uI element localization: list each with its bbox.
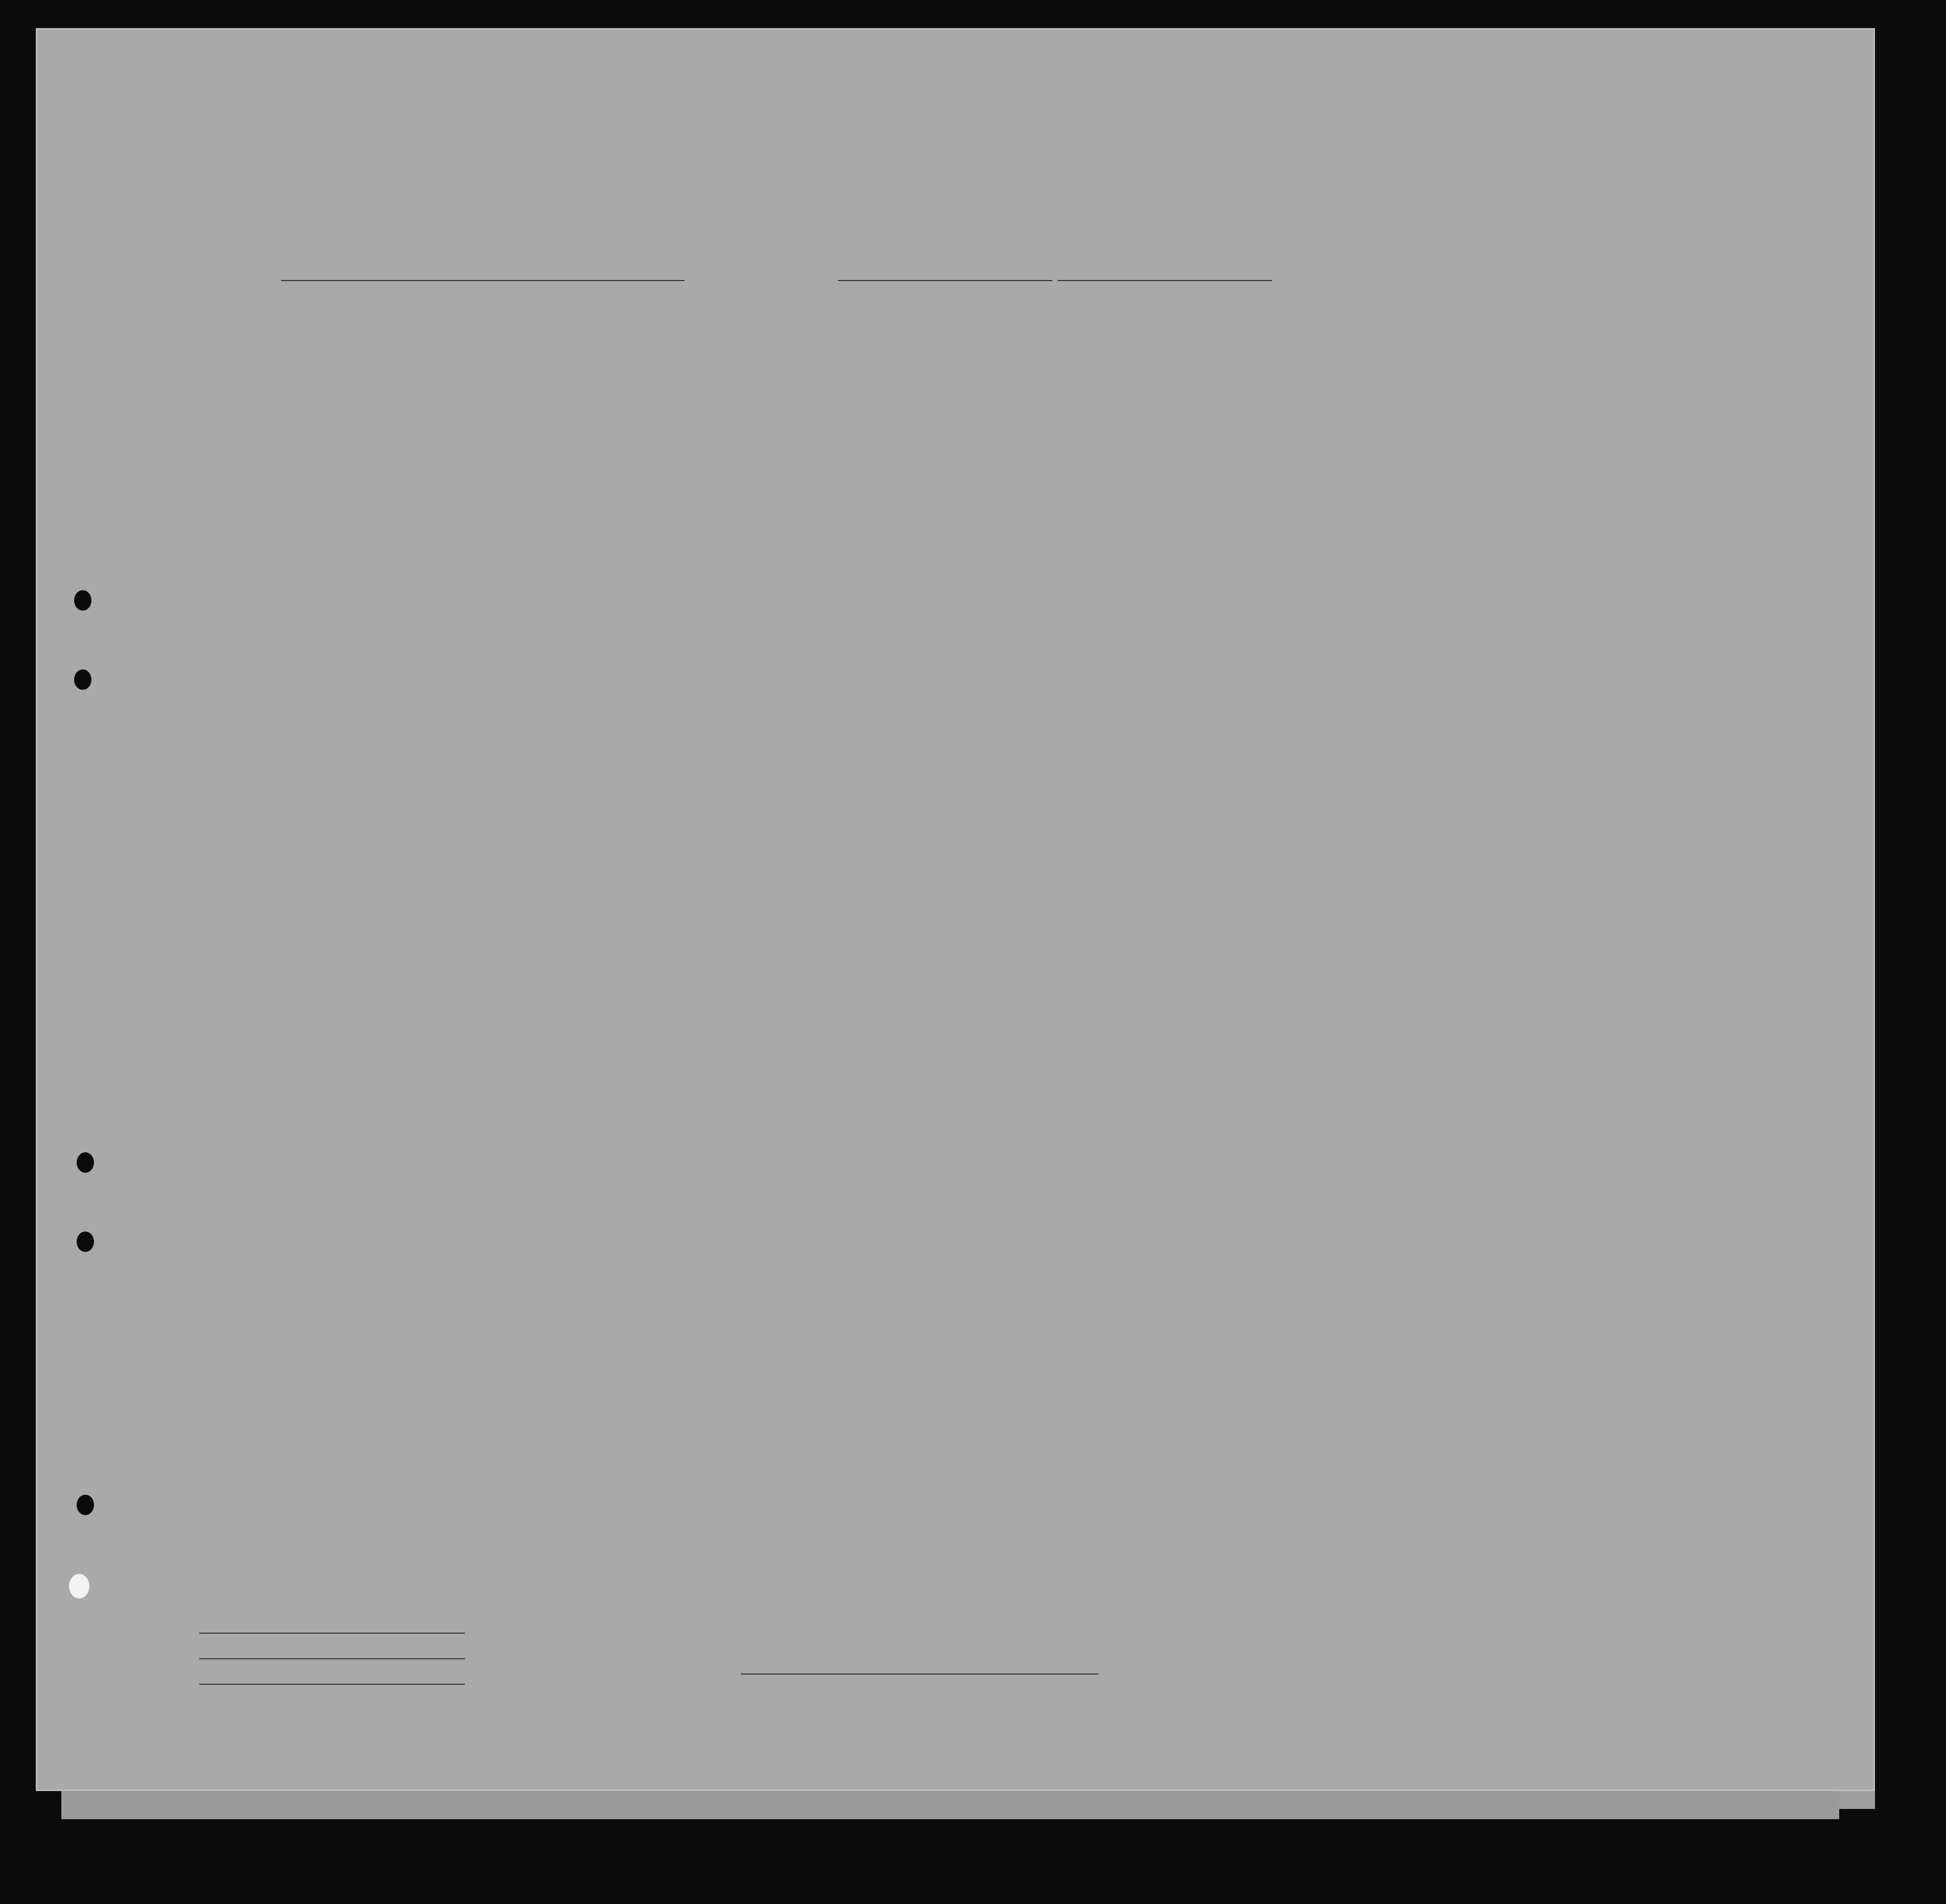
- manifest-sheet: [36, 28, 1875, 1791]
- col-marks-header: [1660, 284, 1788, 288]
- punch-hole: [74, 669, 91, 690]
- col-height-header: [1553, 284, 1604, 299]
- col-age-header: [1247, 284, 1298, 299]
- col-race-header: [1354, 284, 1451, 299]
- col-no-header: [112, 284, 153, 288]
- punch-hole: [69, 1574, 89, 1598]
- punch-hole: [77, 1495, 94, 1515]
- col-paid-off-header: [1070, 284, 1185, 288]
- col-shipped-header: [886, 284, 1068, 290]
- col-nationality-header: [1453, 284, 1551, 299]
- col-position-header: [748, 284, 881, 294]
- col-name-header: [158, 284, 567, 290]
- col-id-card-header: [552, 284, 646, 288]
- col-sex-header: [1300, 284, 1351, 299]
- punch-hole: [77, 1232, 94, 1252]
- col-read-header: [1188, 284, 1244, 288]
- punch-hole: [77, 1152, 94, 1173]
- col-weight-header: [1607, 284, 1658, 299]
- punch-hole: [74, 590, 91, 611]
- col-service-length-header: [649, 284, 743, 288]
